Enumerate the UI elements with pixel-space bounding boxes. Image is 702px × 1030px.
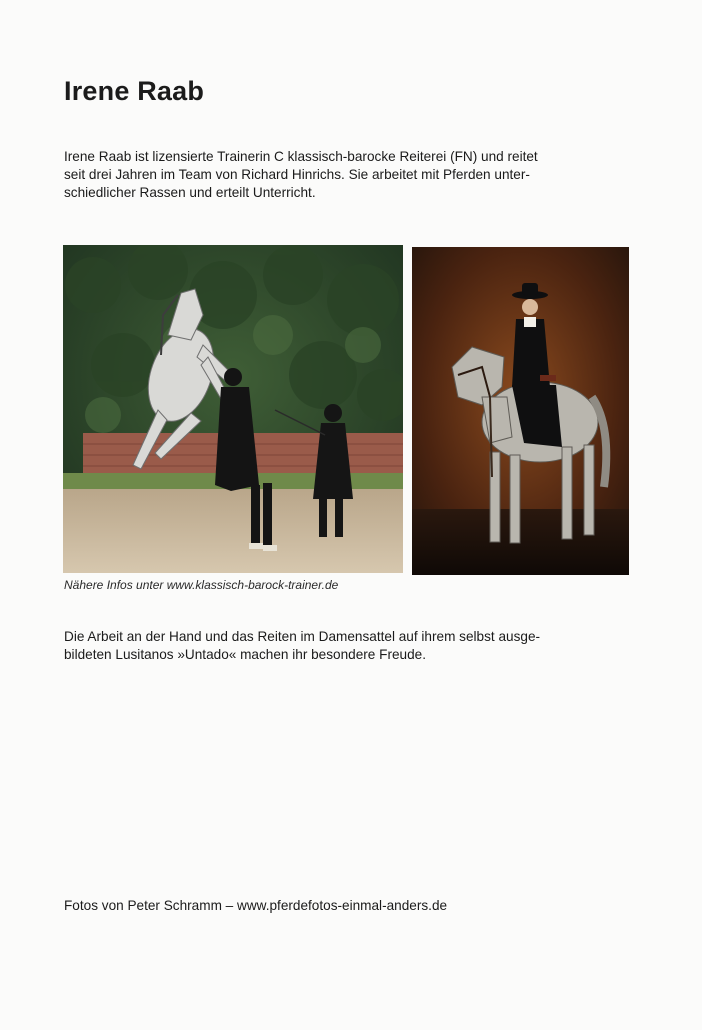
photo-caption: Nähere Infos unter www.klassisch-barock-trainer.de	[64, 578, 339, 592]
intro-paragraph	[64, 148, 644, 202]
intro-line: seit drei Jahren im Team von Richard Hinrichs. Sie arbeitet mit Pferden unter-	[64, 167, 530, 182]
photo-rider-sidesaddle-image	[412, 247, 629, 575]
photo-credit: Fotos von Peter Schramm – www.pferdefotos-einmal-anders.de	[64, 898, 448, 913]
intro-line: schiedlicher Rassen und erteilt Unterricht.	[64, 185, 316, 200]
body-paragraph	[64, 628, 644, 664]
photo-rider-sidesaddle	[412, 247, 629, 575]
page-title: Irene Raab	[64, 76, 205, 106]
intro-line: Irene Raab ist lizensierte Trainerin C klassisch-barocke Reiterei (FN) und reitet	[64, 149, 538, 164]
body-line: Die Arbeit an der Hand und das Reiten im Damensattel auf ihrem selbst ausge-	[64, 629, 541, 644]
photo-horse-leaping-image	[63, 245, 403, 573]
body-line: bildeten Lusitanos »Untado« machen ihr besondere Freude.	[64, 647, 426, 662]
photo-horse-leaping	[63, 245, 403, 573]
